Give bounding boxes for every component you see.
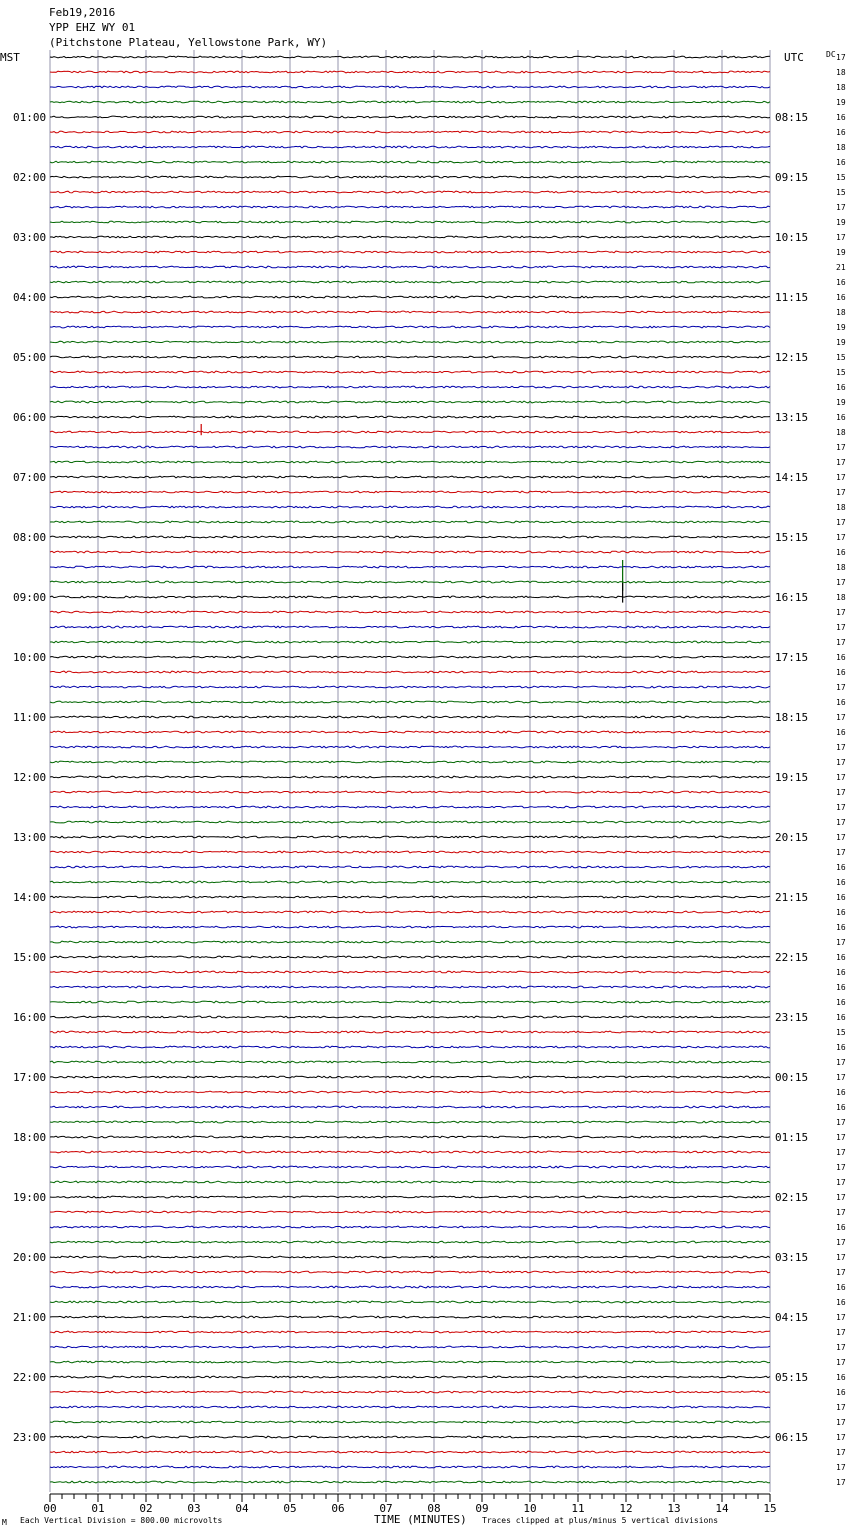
dc-label: DC [826, 50, 836, 59]
seismic-trace [50, 116, 770, 118]
dc-offset-label: 17 [836, 1448, 846, 1457]
left-hour-label: 19:00 [13, 1191, 47, 1204]
seismic-trace [50, 56, 770, 58]
dc-offset-label: 17 [836, 473, 846, 482]
dc-offset-label: 16 [836, 968, 846, 977]
seismic-trace [50, 311, 770, 313]
dc-offset-label: 19 [836, 398, 846, 407]
dc-offset-label: 17 [836, 1193, 846, 1202]
dc-offset-label: 16 [836, 983, 846, 992]
seismic-trace [50, 1421, 770, 1423]
left-hour-label: 04:00 [13, 291, 47, 304]
dc-offset-label: 17 [836, 1463, 846, 1472]
left-hour-label: 15:00 [13, 951, 47, 964]
seismic-trace [50, 1031, 770, 1033]
x-tick-label: 13 [667, 1502, 681, 1515]
dc-offset-label: 18 [836, 503, 846, 512]
seismic-trace [50, 851, 770, 853]
seismic-trace [50, 251, 770, 253]
dc-offset-label: 18 [836, 428, 846, 437]
x-tick-label: 04 [235, 1502, 249, 1515]
x-tick-label: 06 [331, 1502, 345, 1515]
left-hour-label: 07:00 [13, 471, 47, 484]
x-axis [43, 1494, 776, 1515]
seismic-trace [50, 1286, 770, 1288]
dc-offset-label: 16 [836, 1373, 846, 1382]
header-location: (Pitchstone Plateau, Yellowstone Park, WY) [49, 36, 328, 49]
seismic-trace [50, 776, 770, 778]
seismic-trace [50, 431, 770, 433]
seismic-trace [50, 1211, 770, 1213]
dc-offset-label: 17 [836, 533, 846, 542]
dc-offset-label: 17 [836, 488, 846, 497]
dc-offset-label: 16 [836, 1223, 846, 1232]
dc-offset-label: 17 [836, 1208, 846, 1217]
dc-offset-label: 17 [836, 1313, 846, 1322]
right-hour-label: 01:15 [775, 1131, 809, 1144]
seismic-trace [50, 1436, 770, 1438]
dc-offset-label: 16 [836, 698, 846, 707]
dc-offset-label: 16 [836, 293, 846, 302]
dc-offset-label: 16 [836, 278, 846, 287]
seismic-trace [50, 941, 770, 943]
dc-offset-label: 17 [836, 683, 846, 692]
left-hour-label: 21:00 [13, 1311, 47, 1324]
seismic-trace [50, 971, 770, 973]
seismic-trace [50, 896, 770, 898]
right-hour-label: 15:15 [775, 531, 809, 544]
right-hour-label: 14:15 [775, 471, 809, 484]
dc-offset-label: 16 [836, 1388, 846, 1397]
dc-offset-label: 16 [836, 668, 846, 677]
left-hour-label: 06:00 [13, 411, 47, 424]
dc-offset-label: 16 [836, 923, 846, 932]
right-hour-label: 05:15 [775, 1371, 809, 1384]
left-hour-label: 08:00 [13, 531, 47, 544]
header-date: Feb19,2016 [49, 6, 116, 19]
left-hour-label: 20:00 [13, 1251, 47, 1264]
right-hour-label: 23:15 [775, 1011, 809, 1024]
seismic-trace [50, 1481, 770, 1483]
x-tick-label: 02 [139, 1502, 153, 1515]
dc-offset-label: 17 [836, 518, 846, 527]
seismic-trace [50, 131, 770, 133]
left-hour-label: 16:00 [13, 1011, 47, 1024]
right-hour-label: 03:15 [775, 1251, 809, 1264]
seismic-trace [50, 401, 770, 403]
seismic-trace [50, 176, 770, 178]
seismic-trace [50, 1316, 770, 1318]
seismic-trace [50, 731, 770, 733]
right-hour-label: 16:15 [775, 591, 809, 604]
x-axis-title: TIME (MINUTES) [374, 1513, 467, 1526]
seismic-trace [50, 1376, 770, 1378]
dc-offset-label: 16 [836, 1088, 846, 1097]
x-tick-label: 01 [91, 1502, 105, 1515]
dc-offset-label: 17 [836, 1148, 846, 1157]
x-tick-label: 03 [187, 1502, 201, 1515]
right-hour-label: 08:15 [775, 111, 809, 124]
dc-offset-label: 16 [836, 1103, 846, 1112]
seismic-trace [50, 986, 770, 988]
left-hour-label: 01:00 [13, 111, 47, 124]
left-hour-label: 22:00 [13, 1371, 47, 1384]
right-hour-label: 17:15 [775, 651, 809, 664]
seismic-trace [50, 1241, 770, 1243]
dc-offset-label: 19 [836, 98, 846, 107]
right-hour-label: 12:15 [775, 351, 809, 364]
seismic-trace [50, 596, 770, 598]
left-hour-label: 14:00 [13, 891, 47, 904]
seismic-trace [50, 551, 770, 553]
dc-offset-label: 19 [836, 218, 846, 227]
left-hour-label: 05:00 [13, 351, 47, 364]
seismic-trace [50, 1136, 770, 1138]
x-tick-label: 09 [475, 1502, 489, 1515]
right-hour-labels [775, 111, 808, 1444]
x-tick-label: 08 [427, 1502, 441, 1515]
dc-offset-label: 17 [836, 848, 846, 857]
dc-offset-labels [836, 53, 846, 1487]
right-hour-label: 21:15 [775, 891, 809, 904]
dc-offset-label: 16 [836, 548, 846, 557]
left-hour-label: 13:00 [13, 831, 47, 844]
seismic-trace [50, 761, 770, 763]
dc-offset-label: 16 [836, 383, 846, 392]
x-tick-label: 00 [43, 1502, 57, 1515]
dc-offset-label: 17 [836, 1073, 846, 1082]
seismic-trace [50, 146, 770, 148]
left-hour-label: 10:00 [13, 651, 47, 664]
dc-offset-label: 16 [836, 908, 846, 917]
dc-offset-label: 17 [836, 1343, 846, 1352]
x-tick-label: 15 [763, 1502, 777, 1515]
seismic-trace [50, 1256, 770, 1258]
dc-offset-label: 16 [836, 863, 846, 872]
dc-offset-label: 16 [836, 893, 846, 902]
seismic-trace [50, 701, 770, 703]
seismic-trace [50, 161, 770, 163]
dc-offset-label: 17 [836, 758, 846, 767]
dc-offset-label: 17 [836, 578, 846, 587]
seismic-trace [50, 806, 770, 808]
dc-offset-label: 16 [836, 953, 846, 962]
seismic-trace [50, 581, 770, 583]
seismic-trace [50, 866, 770, 868]
seismic-trace [50, 911, 770, 913]
dc-offset-label: 16 [836, 158, 846, 167]
dc-offset-label: 18 [836, 308, 846, 317]
right-hour-label: 09:15 [775, 171, 809, 184]
seismic-trace [50, 371, 770, 373]
seismic-trace [50, 1466, 770, 1468]
seismic-trace [50, 626, 770, 628]
seismic-trace [50, 686, 770, 688]
seismic-trace [50, 521, 770, 523]
dc-offset-label: 19 [836, 248, 846, 257]
dc-offset-label: 17 [836, 788, 846, 797]
dc-offset-label: 17 [836, 623, 846, 632]
seismic-trace [50, 386, 770, 388]
dc-offset-label: 21 [836, 263, 846, 272]
dc-offset-label: 17 [836, 458, 846, 467]
dc-offset-label: 17 [836, 1328, 846, 1337]
seismic-trace [50, 461, 770, 463]
seismic-trace [50, 221, 770, 223]
seismic-trace [50, 1046, 770, 1048]
seismic-trace [50, 536, 770, 538]
dc-offset-label: 15 [836, 1028, 846, 1037]
seismic-trace [50, 101, 770, 103]
right-hour-label: 18:15 [775, 711, 809, 724]
right-hour-label: 06:15 [775, 1431, 809, 1444]
dc-offset-label: 15 [836, 188, 846, 197]
dc-offset-label: 16 [836, 1298, 846, 1307]
seismic-trace [50, 341, 770, 343]
dc-offset-label: 16 [836, 413, 846, 422]
dc-offset-label: 17 [836, 713, 846, 722]
seismic-trace [50, 1166, 770, 1168]
dc-offset-label: 16 [836, 1283, 846, 1292]
seismic-trace [50, 1091, 770, 1093]
dc-offset-label: 17 [836, 773, 846, 782]
seismic-trace [50, 716, 770, 718]
seismic-trace [50, 821, 770, 823]
seismic-trace [50, 1106, 770, 1108]
seismic-trace [50, 446, 770, 448]
dc-offset-label: 17 [836, 833, 846, 842]
dc-offset-label: 17 [836, 233, 846, 242]
dc-offset-label: 17 [836, 608, 846, 617]
seismic-trace [50, 641, 770, 643]
seismic-trace [50, 296, 770, 298]
left-hour-labels [13, 111, 46, 1444]
dc-offset-label: 17 [836, 818, 846, 827]
scale-note: Each Vertical Division = 800.00 microvolts [20, 1516, 223, 1525]
left-hour-label: 11:00 [13, 711, 47, 724]
dc-offset-label: 17 [836, 1118, 846, 1127]
dc-offset-label: 17 [836, 1178, 846, 1187]
dc-offset-label: 17 [836, 1133, 846, 1142]
seismic-trace [50, 1226, 770, 1228]
dc-offset-label: 17 [836, 1358, 846, 1367]
right-hour-label: 13:15 [775, 411, 809, 424]
left-hour-label: 17:00 [13, 1071, 47, 1084]
left-axis-label-mst: MST [0, 51, 20, 64]
seismic-trace [50, 1271, 770, 1273]
dc-offset-label: 15 [836, 368, 846, 377]
dc-offset-label: 17 [836, 1163, 846, 1172]
seismic-trace [50, 206, 770, 208]
dc-offset-label: 18 [836, 68, 846, 77]
dc-offset-label: 17 [836, 1058, 846, 1067]
right-hour-label: 04:15 [775, 1311, 809, 1324]
dc-offset-label: 15 [836, 173, 846, 182]
seismic-trace [50, 1406, 770, 1408]
dc-offset-label: 18 [836, 83, 846, 92]
right-hour-label: 11:15 [775, 291, 809, 304]
left-hour-label: 23:00 [13, 1431, 47, 1444]
dc-offset-label: 16 [836, 1043, 846, 1052]
seismic-trace [50, 506, 770, 508]
dc-offset-label: 15 [836, 353, 846, 362]
corner-mark: M [2, 1518, 7, 1527]
trace-lines [50, 56, 770, 1483]
dc-offset-label: 16 [836, 728, 846, 737]
seismic-trace [50, 1196, 770, 1198]
dc-offset-label: 16 [836, 113, 846, 122]
dc-offset-label: 19 [836, 338, 846, 347]
dc-offset-label: 18 [836, 563, 846, 572]
seismic-trace [50, 671, 770, 673]
event-spikes [201, 424, 622, 603]
right-hour-label: 10:15 [775, 231, 809, 244]
seismic-trace [50, 356, 770, 358]
left-hour-label: 12:00 [13, 771, 47, 784]
seismic-trace [50, 881, 770, 883]
dc-offset-label: 16 [836, 653, 846, 662]
left-hour-label: 02:00 [13, 171, 47, 184]
seismic-trace [50, 791, 770, 793]
dc-offset-label: 17 [836, 1238, 846, 1247]
header-station: YPP EHZ WY 01 [49, 21, 136, 34]
dc-offset-label: 17 [836, 1268, 846, 1277]
seismic-trace [50, 1331, 770, 1333]
x-tick-label: 07 [379, 1502, 393, 1515]
seismic-trace [50, 1016, 770, 1018]
right-hour-label: 20:15 [775, 831, 809, 844]
seismic-trace [50, 1076, 770, 1078]
dc-offset-label: 17 [836, 1403, 846, 1412]
seismic-trace [50, 266, 770, 268]
seismic-trace [50, 491, 770, 493]
seismic-trace [50, 326, 770, 328]
seismic-trace [50, 1301, 770, 1303]
seismic-trace [50, 956, 770, 958]
seismic-trace [50, 1151, 770, 1153]
left-hour-label: 09:00 [13, 591, 47, 604]
right-hour-label: 00:15 [775, 1071, 809, 1084]
seismic-trace [50, 191, 770, 193]
seismic-trace [50, 71, 770, 73]
seismic-trace [50, 836, 770, 838]
x-tick-label: 11 [571, 1502, 585, 1515]
dc-offset-label: 17 [836, 53, 846, 62]
dc-offset-label: 17 [836, 443, 846, 452]
seismic-trace [50, 926, 770, 928]
dc-offset-label: 16 [836, 878, 846, 887]
dc-offset-label: 18 [836, 593, 846, 602]
dc-offset-label: 16 [836, 998, 846, 1007]
seismic-trace [50, 611, 770, 613]
dc-offset-label: 17 [836, 1253, 846, 1262]
x-tick-label: 14 [715, 1502, 729, 1515]
right-hour-label: 19:15 [775, 771, 809, 784]
x-tick-label: 10 [523, 1502, 537, 1515]
seismic-trace [50, 281, 770, 283]
seismic-trace [50, 656, 770, 658]
clip-note: Traces clipped at plus/minus 5 vertical divisions [482, 1516, 719, 1525]
dc-offset-label: 19 [836, 323, 846, 332]
dc-offset-label: 18 [836, 143, 846, 152]
seismic-trace [50, 1451, 770, 1453]
dc-offset-label: 17 [836, 803, 846, 812]
dc-offset-label: 16 [836, 128, 846, 137]
dc-offset-label: 17 [836, 743, 846, 752]
seismic-trace [50, 86, 770, 88]
seismic-trace [50, 746, 770, 748]
dc-offset-label: 17 [836, 638, 846, 647]
seismic-trace [50, 1121, 770, 1123]
x-tick-label: 12 [619, 1502, 633, 1515]
x-tick-label: 05 [283, 1502, 297, 1515]
seismic-trace [50, 566, 770, 568]
dc-offset-label: 16 [836, 1013, 846, 1022]
dc-offset-label: 17 [836, 1418, 846, 1427]
seismic-trace [50, 1001, 770, 1003]
left-hour-label: 18:00 [13, 1131, 47, 1144]
dc-offset-label: 17 [836, 938, 846, 947]
seismic-trace [50, 476, 770, 478]
seismic-trace [50, 236, 770, 238]
seismic-trace [50, 1361, 770, 1363]
seismic-trace [50, 1181, 770, 1183]
dc-offset-label: 17 [836, 1478, 846, 1487]
right-axis-label-utc: UTC [784, 51, 804, 64]
seismic-trace [50, 1346, 770, 1348]
dc-offset-label: 17 [836, 1433, 846, 1442]
dc-offset-label: 17 [836, 203, 846, 212]
seismic-trace [50, 1391, 770, 1393]
left-hour-label: 03:00 [13, 231, 47, 244]
seismic-trace [50, 1061, 770, 1063]
right-hour-label: 22:15 [775, 951, 809, 964]
right-hour-label: 02:15 [775, 1191, 809, 1204]
seismic-trace [50, 416, 770, 418]
